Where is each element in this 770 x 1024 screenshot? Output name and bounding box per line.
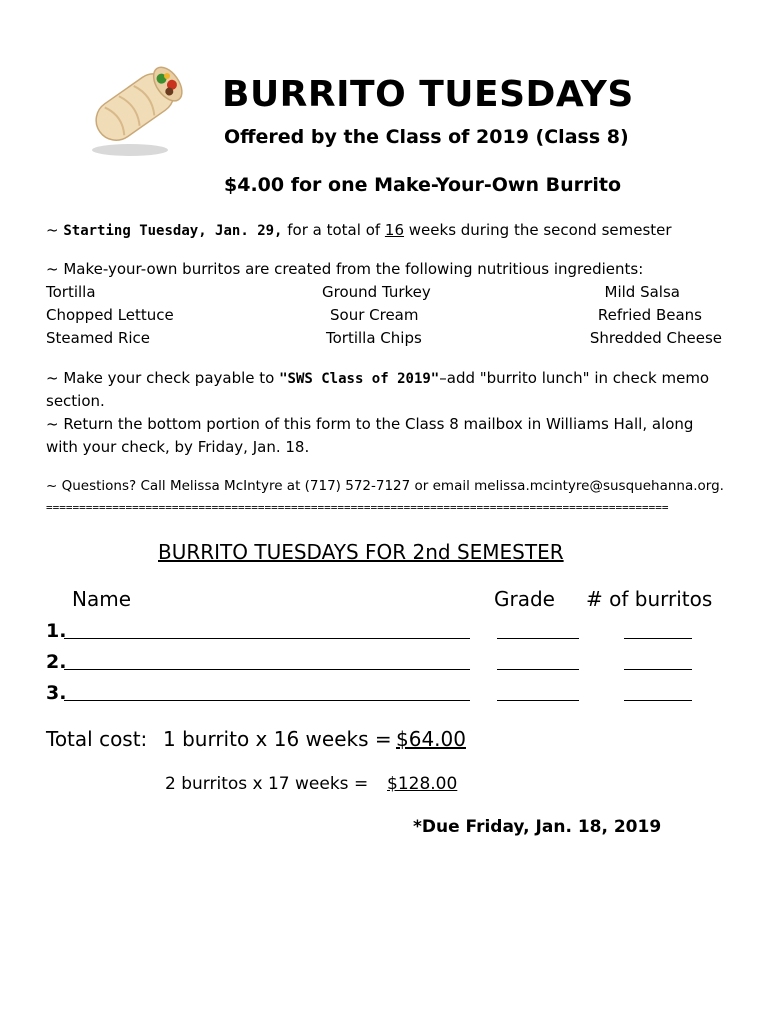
start-prefix: ~ <box>46 221 64 239</box>
divider: ============================================================================================== <box>46 501 669 514</box>
row-number: 3. <box>46 682 67 704</box>
ingredient-lettuce: Chopped Lettuce <box>46 306 174 324</box>
check-line <box>46 369 709 387</box>
return-line-1: ~ Return the bottom portion of this form to the Class 8 mailbox in Williams Hall, along <box>46 415 694 433</box>
row-number: 2. <box>46 651 67 673</box>
ingredient-salsa: Mild Salsa <box>604 283 680 301</box>
ingredient-rice: Steamed Rice <box>46 329 151 347</box>
ingredient-cheese: Shredded Cheese <box>589 329 722 347</box>
check-end: –add "burrito lunch" in check memo <box>439 369 710 387</box>
burritos-field-3[interactable] <box>624 700 692 701</box>
grade-field-2[interactable] <box>497 669 579 670</box>
cost2-calc: 2 burritos x 17 weeks = <box>165 774 369 794</box>
cost1-amount: $64.00 <box>396 727 466 751</box>
form-title: BURRITO TUESDAYS FOR 2nd SEMESTER <box>158 540 564 564</box>
price-line: $4.00 for one Make-Your-Own Burrito <box>224 174 622 196</box>
start-mid: for a total of <box>282 221 385 239</box>
grade-field-3[interactable] <box>497 700 579 701</box>
burritos-field-2[interactable] <box>624 669 692 670</box>
grade-field-1[interactable] <box>497 638 579 639</box>
row-number: 1. <box>46 620 67 642</box>
check-line-2: section. <box>46 392 105 410</box>
start-line <box>46 221 672 239</box>
cost1-calc: 1 burrito x 16 weeks = <box>163 727 392 751</box>
check-prefix: ~ Make your check payable to <box>46 369 280 387</box>
ingredient-turkey: Ground Turkey <box>322 283 431 301</box>
page-title: BURRITO TUESDAYS <box>222 74 634 115</box>
col-grade-header: Grade <box>494 587 555 611</box>
subtitle: Offered by the Class of 2019 (Class 8) <box>224 126 629 148</box>
name-field-2[interactable] <box>64 669 470 670</box>
ingredient-tortilla: Tortilla <box>46 283 96 301</box>
burritos-field-1[interactable] <box>624 638 692 639</box>
ingredient-sour-cream: Sour Cream <box>330 306 419 324</box>
start-date: Starting Tuesday, Jan. 29, <box>63 223 283 239</box>
return-line-2: with your check, by Friday, Jan. 18. <box>46 438 310 456</box>
name-field-3[interactable] <box>64 700 470 701</box>
burrito-image <box>80 52 190 162</box>
week-count: 16 <box>384 221 405 239</box>
ingredient-chips: Tortilla Chips <box>326 329 422 347</box>
start-end: weeks during the second semester <box>404 221 672 239</box>
name-field-1[interactable] <box>64 638 470 639</box>
due-date: *Due Friday, Jan. 18, 2019 <box>413 817 662 837</box>
ingredient-beans: Refried Beans <box>597 306 702 324</box>
total-cost-label: Total cost: <box>46 727 148 751</box>
col-name-header: Name <box>72 587 132 611</box>
cost2-amount: $128.00 <box>387 774 458 794</box>
check-payee: "SWS Class of 2019" <box>279 371 440 387</box>
col-burritos-header: # of burritos <box>586 587 713 611</box>
ingredients-intro: ~ Make-your-own burritos are created from the following nutritious ingredients: <box>46 260 644 278</box>
questions-line: ~ Questions? Call Melissa McIntyre at (717) 572-7127 or email melissa.mcintyre@susquehanna.org. <box>46 478 724 494</box>
